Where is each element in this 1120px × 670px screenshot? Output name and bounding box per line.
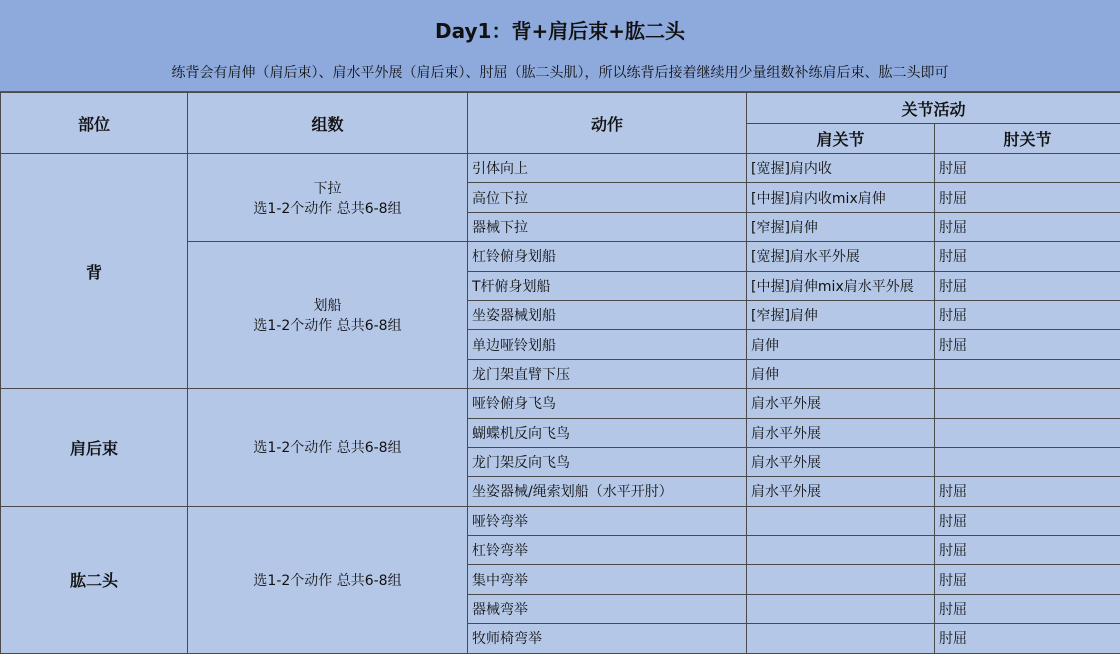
elbow-cell[interactable] bbox=[935, 447, 1120, 476]
shoulder-cell[interactable]: 肩水平外展 bbox=[747, 447, 935, 476]
shoulder-cell[interactable]: 肩水平外展 bbox=[747, 418, 935, 447]
sets-cell[interactable] bbox=[188, 154, 468, 242]
elbow-cell[interactable]: 肘屈 bbox=[935, 594, 1120, 623]
action-cell[interactable]: 器械弯举 bbox=[468, 594, 747, 623]
header-action[interactable]: 动作 bbox=[468, 93, 747, 154]
table-row bbox=[1, 506, 1120, 535]
shoulder-cell[interactable]: [宽握]肩水平外展 bbox=[747, 242, 935, 271]
elbow-cell[interactable] bbox=[935, 359, 1120, 388]
action-cell[interactable]: 高位下拉 bbox=[468, 183, 747, 212]
elbow-cell[interactable]: 肘屈 bbox=[935, 154, 1120, 183]
action-cell[interactable]: 杠铃弯举 bbox=[468, 536, 747, 565]
action-cell[interactable]: 哑铃俯身飞鸟 bbox=[468, 389, 747, 418]
elbow-cell[interactable]: 肘屈 bbox=[935, 271, 1120, 300]
page-title: Day1：背+肩后束+肱二头 bbox=[435, 19, 685, 43]
shoulder-cell[interactable] bbox=[747, 536, 935, 565]
header-elbow[interactable]: 肘关节 bbox=[935, 124, 1120, 154]
table-body bbox=[1, 154, 1120, 654]
action-cell[interactable]: 引体向上 bbox=[468, 154, 747, 183]
sets-instruction: 选1-2个动作 总共6-8组 bbox=[253, 318, 402, 335]
shoulder-cell[interactable]: [中握]肩伸mix肩水平外展 bbox=[747, 271, 935, 300]
action-cell[interactable]: 龙门架直臂下压 bbox=[468, 359, 747, 388]
elbow-cell[interactable]: 肘屈 bbox=[935, 183, 1120, 212]
table-row bbox=[1, 154, 1120, 183]
shoulder-cell[interactable]: 肩伸 bbox=[747, 359, 935, 388]
action-cell[interactable]: 单边哑铃划船 bbox=[468, 330, 747, 359]
shoulder-cell[interactable] bbox=[747, 565, 935, 594]
sets-cell[interactable]: 选1-2个动作 总共6-8组 bbox=[188, 506, 468, 653]
action-cell[interactable]: 哑铃弯举 bbox=[468, 506, 747, 535]
elbow-cell[interactable]: 肘屈 bbox=[935, 536, 1120, 565]
elbow-cell[interactable]: 肘屈 bbox=[935, 300, 1120, 329]
shoulder-cell[interactable]: [窄握]肩伸 bbox=[747, 300, 935, 329]
elbow-cell[interactable]: 肘屈 bbox=[935, 624, 1120, 653]
header-shoulder[interactable]: 肩关节 bbox=[747, 124, 935, 154]
header-joint[interactable]: 关节活动 bbox=[747, 93, 1120, 124]
elbow-cell[interactable] bbox=[935, 389, 1120, 418]
shoulder-cell[interactable]: [中握]肩内收mix肩伸 bbox=[747, 183, 935, 212]
elbow-cell[interactable]: 肘屈 bbox=[935, 506, 1120, 535]
shoulder-cell[interactable]: [宽握]肩内收 bbox=[747, 154, 935, 183]
action-cell[interactable]: 牧师椅弯举 bbox=[468, 624, 747, 653]
page-subtitle: 练背会有肩伸（肩后束）、肩水平外展（肩后束）、肘屈（肱二头肌），所以练背后接着继续用少量组数补练肩后束、肱二头即可 bbox=[171, 65, 949, 81]
workout-table bbox=[0, 92, 1120, 654]
action-cell[interactable]: 坐姿器械/绳索划船（水平开肘） bbox=[468, 477, 747, 506]
sets-instruction: 选1-2个动作 总共6-8组 bbox=[253, 200, 402, 217]
table-row bbox=[1, 389, 1120, 418]
sets-category: 下拉 bbox=[313, 180, 342, 197]
header-sets[interactable]: 组数 bbox=[188, 93, 468, 154]
part-cell[interactable]: 肱二头 bbox=[1, 506, 188, 653]
elbow-cell[interactable]: 肘屈 bbox=[935, 242, 1120, 271]
part-cell[interactable]: 背 bbox=[1, 154, 188, 389]
elbow-cell[interactable]: 肘屈 bbox=[935, 212, 1120, 241]
shoulder-cell[interactable] bbox=[747, 594, 935, 623]
sets-cell[interactable]: 选1-2个动作 总共6-8组 bbox=[188, 389, 468, 507]
elbow-cell[interactable]: 肘屈 bbox=[935, 477, 1120, 506]
shoulder-cell[interactable]: 肩伸 bbox=[747, 330, 935, 359]
action-cell[interactable]: 蝴蝶机反向飞鸟 bbox=[468, 418, 747, 447]
elbow-cell[interactable]: 肘屈 bbox=[935, 565, 1120, 594]
shoulder-cell[interactable]: [窄握]肩伸 bbox=[747, 212, 935, 241]
sets-cell[interactable] bbox=[188, 242, 468, 389]
shoulder-cell[interactable] bbox=[747, 624, 935, 653]
part-cell[interactable]: 肩后束 bbox=[1, 389, 188, 507]
action-cell[interactable]: 集中弯举 bbox=[468, 565, 747, 594]
action-cell[interactable]: T杆俯身划船 bbox=[468, 271, 747, 300]
action-cell[interactable]: 器械下拉 bbox=[468, 212, 747, 241]
elbow-cell[interactable] bbox=[935, 418, 1120, 447]
sets-category: 划船 bbox=[313, 298, 342, 315]
elbow-cell[interactable]: 肘屈 bbox=[935, 330, 1120, 359]
title-banner bbox=[0, 0, 1120, 92]
header-part[interactable]: 部位 bbox=[1, 93, 188, 154]
action-cell[interactable]: 杠铃俯身划船 bbox=[468, 242, 747, 271]
shoulder-cell[interactable]: 肩水平外展 bbox=[747, 477, 935, 506]
shoulder-cell[interactable] bbox=[747, 506, 935, 535]
action-cell[interactable]: 龙门架反向飞鸟 bbox=[468, 447, 747, 476]
action-cell[interactable]: 坐姿器械划船 bbox=[468, 300, 747, 329]
shoulder-cell[interactable]: 肩水平外展 bbox=[747, 389, 935, 418]
